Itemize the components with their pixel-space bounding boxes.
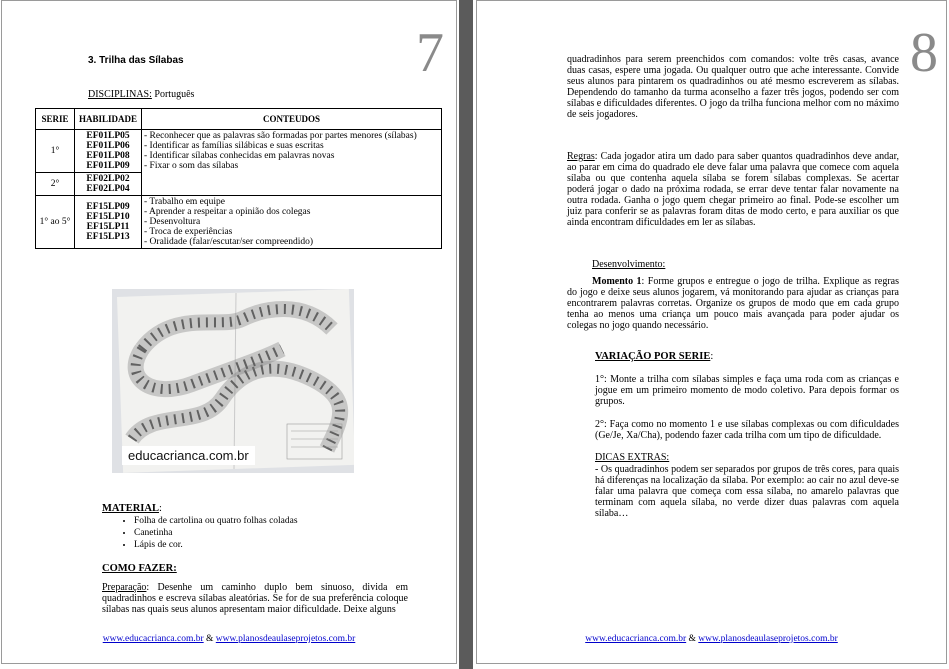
table-cell-habilidade <box>75 173 142 196</box>
como-fazer-heading: COMO FAZER: <box>102 563 177 574</box>
variacao-2: 2°: Faça como no momento 1 e use sílabas complexas ou com dificuldades (Ge/Je, Xa/Cha), podendo fazer cada trilha com um tipo de dificuldade. <box>595 419 899 441</box>
variacao-1: 1°: Monte a trilha com sílabas simples e faça uma roda com as crianças e jogue em um primeiro momento de modo coletivo. Para depois formar os grupos. <box>595 374 899 407</box>
habilidade-code: EF15LP11 <box>86 222 130 232</box>
regras-paragraph <box>567 151 899 228</box>
footer-link-planosdeaula[interactable]: www.planosdeaulaseprojetos.com.br <box>698 634 838 644</box>
disciplinas-label: DISCIPLINAS: <box>88 89 152 100</box>
table-cell-serie: 1° ao 5° <box>36 196 75 249</box>
page-footer <box>2 634 456 644</box>
page-number: 7 <box>416 22 444 84</box>
game-board-photo <box>112 289 354 473</box>
momento1-label: Momento 1 <box>592 276 642 287</box>
table-cell-conteudos <box>142 196 442 249</box>
dicas-heading: DICAS EXTRAS: <box>595 452 670 463</box>
skills-table <box>35 108 442 249</box>
variacao-colon: : <box>710 351 714 362</box>
variacao-heading <box>595 351 713 362</box>
momento1-paragraph <box>567 276 899 331</box>
regras-label: Regras <box>567 151 595 162</box>
table-cell-habilidade <box>75 196 142 249</box>
footer-link-educacrianca[interactable]: www.educacrianca.com.br <box>102 634 204 644</box>
photo-watermark: educacrianca.com.br <box>122 446 255 465</box>
material-list <box>120 515 298 551</box>
habilidade-code: EF01LP09 <box>86 161 130 171</box>
variacao-heading-text: VARIAÇÃO POR SERIE <box>595 351 711 362</box>
document-page-7 <box>1 0 457 664</box>
table-cell-serie: 1° <box>36 130 75 173</box>
table-header-habilidade: HABILIDADE <box>75 109 142 130</box>
material-heading: MATERIAL: <box>102 503 162 514</box>
regras-text: : Cada jogador atira um dado para saber quantos quadradinhos deve andar, ao parar em cima do quadrado ele deve falar uma palavra que comece com aquela sílaba ou que contenha aquela sílaba se forem sílabas complexas. Se acertar poderá jogar o dado na próxima rodada, se errar deve tentar falar novamente na outra rodada. Ganha o jogo quem chegar primeiro ao final. Pode-se escolher um juiz para conferir se as palavras foram ditas de modo certo, e para auxiliar os que ainda encontram dificuldades em ler as sílabas. <box>567 151 899 228</box>
conteudo-item: - Identificar sílabas conhecidas em palavras novas <box>144 151 335 161</box>
table-header-row <box>36 109 442 130</box>
document-page-8 <box>476 0 947 664</box>
footer-ampersand: & <box>203 634 216 644</box>
momento1-text: : Forme grupos e entregue o jogo de trilha. Explique as regras do jogo e deixe seus alunos jogarem, vá monitorando para ajudar as crianças para encontrarem palavras corretas. Organize os grupos de modo que em cada grupo tenha ao menos uma criança um pouco mais avançada para poder ajudar os colegas no jogo quando necessário. <box>567 276 899 331</box>
preparacao-label: Preparação <box>102 582 147 593</box>
conteudo-item: - Desenvoltura <box>144 217 201 227</box>
conteudo-item: - Oralidade (falar/escutar/ser compreendido) <box>144 237 314 247</box>
disciplinas-value: Português <box>151 89 195 100</box>
footer-ampersand: & <box>686 634 699 644</box>
conteudo-item: - Identificar as famílias silábicas e suas escritas <box>144 141 324 151</box>
table-row <box>36 130 442 173</box>
material-heading-text: MATERIAL <box>102 503 159 514</box>
conteudo-item: - Trabalho em equipe <box>144 197 226 207</box>
list-item: • Folha de cartolina ou quatro folhas coladas <box>134 515 298 527</box>
footer-link-educacrianca[interactable]: www.educacrianca.com.br <box>585 634 687 644</box>
table-row <box>36 196 442 249</box>
habilidade-code: EF15LP13 <box>86 232 130 242</box>
list-item: • Canetinha <box>134 527 298 539</box>
section-title: 3. Trilha das Sílabas <box>88 55 184 66</box>
habilidade-code: EF02LP04 <box>86 184 130 194</box>
table-cell-conteudos <box>142 130 442 196</box>
desenvolvimento-label: Desenvolvimento: <box>592 259 666 270</box>
page-number: 8 <box>910 22 938 84</box>
habilidade-code: EF02LP02 <box>86 174 130 184</box>
table-header-conteudos: CONTEUDOS <box>142 109 442 130</box>
conteudo-item: - Reconhecer que as palavras são formadas por partes menores (sílabas) <box>144 131 417 141</box>
habilidade-code: EF15LP10 <box>86 212 130 222</box>
page-divider <box>459 0 473 669</box>
list-item: • Lápis de cor. <box>134 539 298 551</box>
conteudo-item: - Troca de experiências <box>144 227 233 237</box>
dicas-paragraph: - Os quadradinhos podem ser separados por grupos de três cores, para quais há diferenças na localização da sílaba. Por exemplo: ao cair no azul deve-se falar uma palavra que começa com essa sílaba, no amarelo palavras que terminam com aquela sílaba, no verde dizer duas palavras com aquela sílaba… <box>595 464 899 519</box>
page-footer <box>477 634 946 644</box>
disciplinas-line <box>88 89 194 100</box>
table-cell-serie: 2° <box>36 173 75 196</box>
conteudo-item: - Aprender a respeitar a opinião dos colegas <box>144 207 311 217</box>
table-cell-habilidade <box>75 130 142 173</box>
table-header-serie: SERIE <box>36 109 75 130</box>
preparacao-text: : Desenhe um caminho duplo bem sinuoso, divida em quadradinhos e escreva sílabas aleatórias. Se for de sua preferência coloque sílabas nas quais seus alunos apresentam maior dificuldade. Deixe alguns <box>102 582 408 615</box>
conteudo-item: - Fixar o som das sílabas <box>144 161 239 171</box>
habilidade-code: EF01LP08 <box>86 151 130 161</box>
intro-paragraph: quadradinhos para serem preenchidos com comandos: volte três casas, avance duas casas, espere uma jogada. Ou qualquer outro que ache interessante. Convide seus alunos para pintarem os quadradinhos ou até mesmo escreverem as sílabas. Dependendo do tamanho da turma aconselho a fazer três jogos, podendo ser com sílabas e dificuldades diferentes. O jogo da trilha funciona melhor com no máximo de seis jogadores. <box>567 54 899 120</box>
preparacao-paragraph <box>102 582 408 615</box>
habilidade-code: EF15LP09 <box>86 202 130 212</box>
habilidade-code: EF01LP06 <box>86 141 130 151</box>
habilidade-code: EF01LP05 <box>86 131 130 141</box>
footer-link-planosdeaula[interactable]: www.planosdeaulaseprojetos.com.br <box>215 634 356 644</box>
